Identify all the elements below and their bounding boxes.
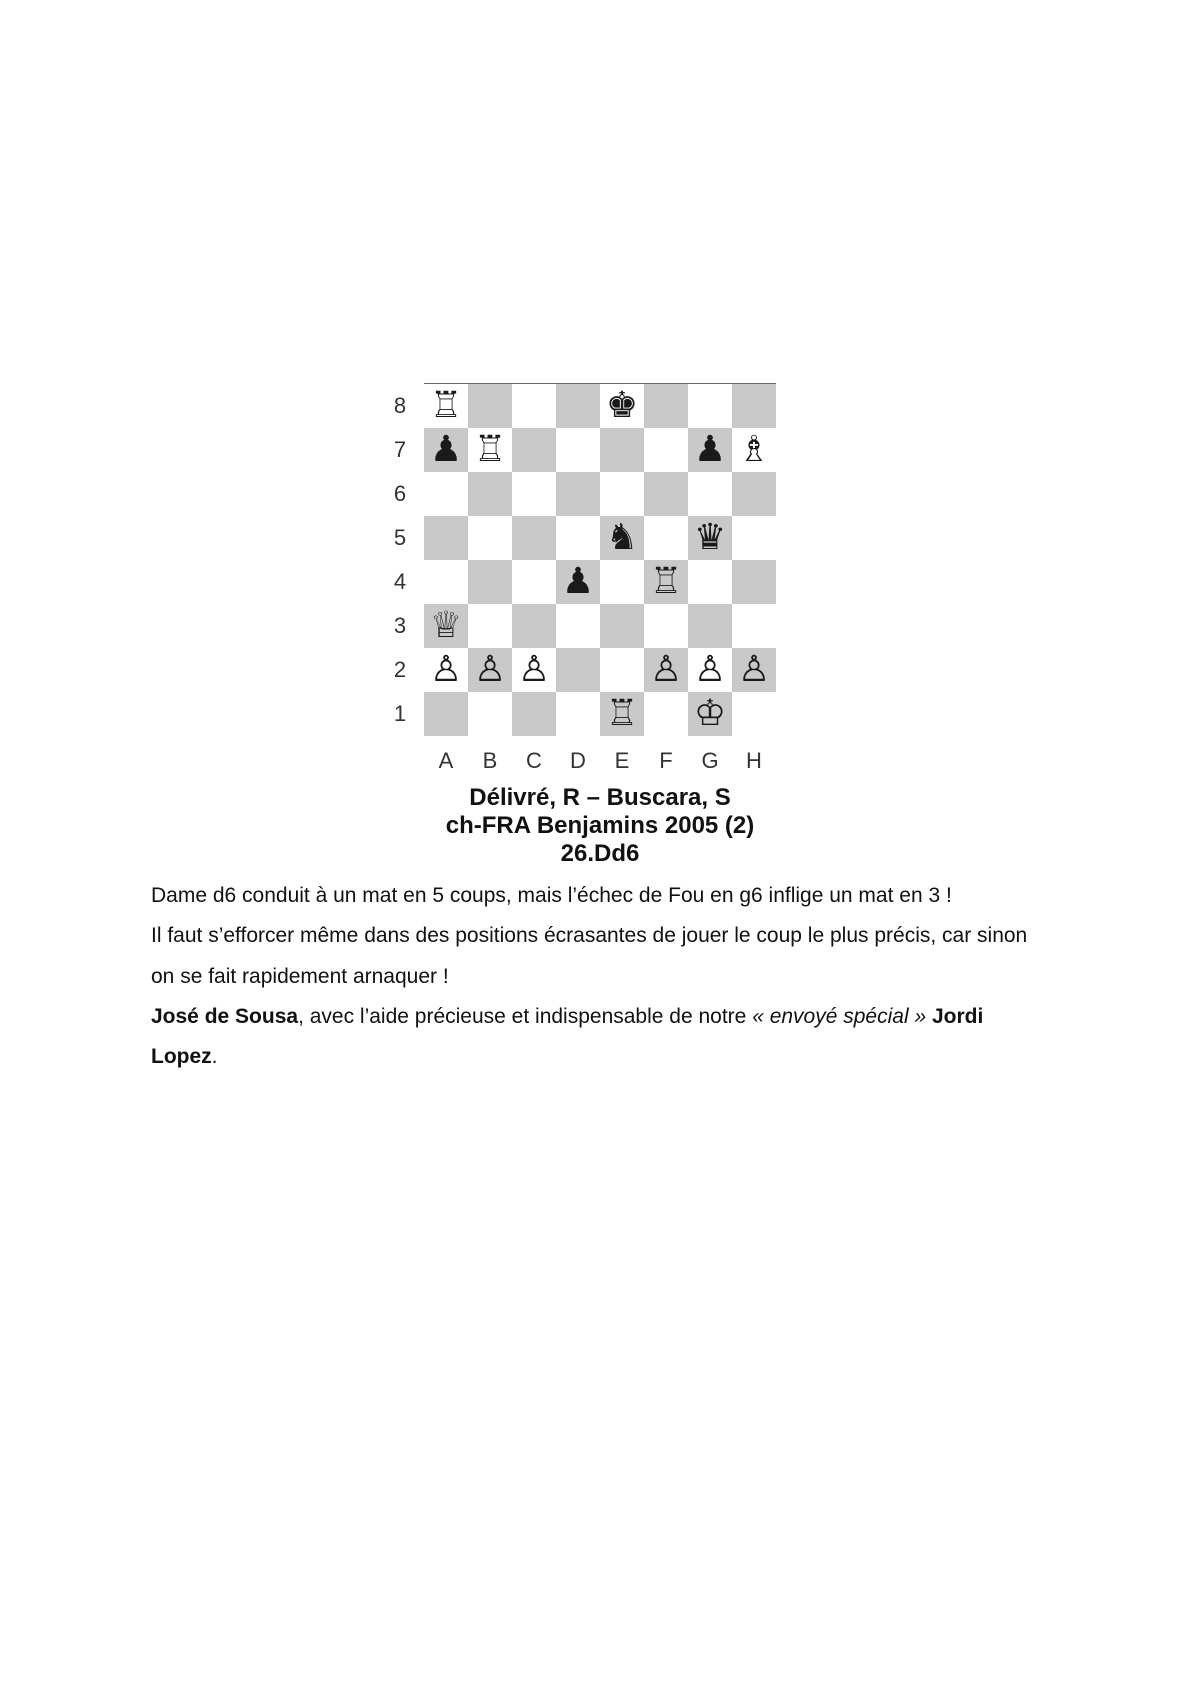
file-label: E <box>614 748 630 773</box>
square-c7 <box>512 428 556 472</box>
square-d4 <box>556 560 600 604</box>
credit-line-end <box>151 1037 1027 1077</box>
square-h1 <box>732 692 776 736</box>
square-h2 <box>732 648 776 692</box>
rank-label: 2 <box>393 657 407 682</box>
square-d1 <box>556 692 600 736</box>
file-labels <box>424 748 776 774</box>
square-d7 <box>556 428 600 472</box>
file-label: F <box>659 748 673 773</box>
white-bishop-icon: ♗ <box>737 429 771 470</box>
square-c5 <box>512 516 556 560</box>
rank-label: 3 <box>393 613 407 638</box>
file-label: C <box>526 748 542 773</box>
white-king-icon: ♔ <box>693 693 727 734</box>
black-pawn-icon: ♟ <box>429 429 463 470</box>
file-label: B <box>482 748 498 773</box>
square-h5 <box>732 516 776 560</box>
square-a6 <box>424 472 468 516</box>
square-h3 <box>732 604 776 648</box>
chess-board <box>424 384 776 736</box>
square-e7 <box>600 428 644 472</box>
rank-label: 1 <box>393 701 407 726</box>
square-b2 <box>468 648 512 692</box>
square-b7 <box>468 428 512 472</box>
square-e8 <box>600 384 644 428</box>
square-e5 <box>600 516 644 560</box>
rank-label: 5 <box>393 525 407 550</box>
rank-label: 6 <box>393 481 407 506</box>
square-c4 <box>512 560 556 604</box>
black-queen-icon: ♛ <box>693 517 727 558</box>
credit-period: . <box>211 1045 218 1068</box>
square-h8 <box>732 384 776 428</box>
black-pawn-icon: ♟ <box>693 429 727 470</box>
square-c2 <box>512 648 556 692</box>
rank-label: 7 <box>393 437 407 462</box>
square-b3 <box>468 604 512 648</box>
white-pawn-icon: ♙ <box>693 649 727 690</box>
square-g8 <box>688 384 732 428</box>
square-b6 <box>468 472 512 516</box>
square-g4 <box>688 560 732 604</box>
square-f4 <box>644 560 688 604</box>
game-move: 26.Dd6 <box>560 840 640 867</box>
square-a7 <box>424 428 468 472</box>
white-rook-icon: ♖ <box>473 429 507 470</box>
credit-line <box>151 997 1027 1037</box>
square-f5 <box>644 516 688 560</box>
square-d3 <box>556 604 600 648</box>
envoy-last-name: Lopez <box>151 1045 212 1068</box>
square-g3 <box>688 604 732 648</box>
credit-text: , avec l’aide précieuse et indispensable de notre <box>298 1004 753 1028</box>
square-d5 <box>556 516 600 560</box>
white-pawn-icon: ♙ <box>429 649 463 690</box>
white-rook-icon: ♖ <box>649 561 683 602</box>
file-label: D <box>570 748 586 773</box>
square-f3 <box>644 604 688 648</box>
square-e2 <box>600 648 644 692</box>
square-e3 <box>600 604 644 648</box>
paragraph-line: Il faut s’efforcer même dans des positions écrasantes de jouer le coup le plus précis, car sinon <box>151 924 1028 948</box>
square-d2 <box>556 648 600 692</box>
file-label: G <box>701 748 719 773</box>
square-f6 <box>644 472 688 516</box>
white-pawn-icon: ♙ <box>517 649 551 690</box>
square-h7 <box>732 428 776 472</box>
envoy-first-name: Jordi <box>931 1004 984 1028</box>
square-g1 <box>688 692 732 736</box>
file-label: H <box>746 748 762 773</box>
black-knight-icon: ♞ <box>605 517 639 558</box>
square-g7 <box>688 428 732 472</box>
square-e6 <box>600 472 644 516</box>
square-a1 <box>424 692 468 736</box>
square-h4 <box>732 560 776 604</box>
rank-labels <box>388 384 412 736</box>
square-a4 <box>424 560 468 604</box>
square-h6 <box>732 472 776 516</box>
square-f1 <box>644 692 688 736</box>
square-c6 <box>512 472 556 516</box>
game-players: Délivré, R – Buscara, S <box>469 784 731 811</box>
white-rook-icon: ♖ <box>605 693 639 734</box>
square-g6 <box>688 472 732 516</box>
square-a2 <box>424 648 468 692</box>
square-e4 <box>600 560 644 604</box>
square-d8 <box>556 384 600 428</box>
rank-label: 4 <box>393 569 407 594</box>
square-b8 <box>468 384 512 428</box>
square-c8 <box>512 384 556 428</box>
square-b5 <box>468 516 512 560</box>
square-g5 <box>688 516 732 560</box>
square-f7 <box>644 428 688 472</box>
square-d6 <box>556 472 600 516</box>
square-e1 <box>600 692 644 736</box>
paragraph-line: Dame d6 conduit à un mat en 5 coups, mais l’échec de Fou en g6 inflige un mat en 3 ! <box>151 884 952 907</box>
white-rook-icon: ♖ <box>429 385 463 426</box>
square-a8 <box>424 384 468 428</box>
game-event: ch-FRA Benjamins 2005 (2) <box>445 812 755 839</box>
white-pawn-icon: ♙ <box>649 649 683 690</box>
square-g2 <box>688 648 732 692</box>
paragraph-line: on se fait rapidement arnaquer ! <box>151 964 449 988</box>
black-pawn-icon: ♟ <box>561 561 595 602</box>
square-b4 <box>468 560 512 604</box>
square-a5 <box>424 516 468 560</box>
diagram-caption <box>400 784 800 868</box>
square-a3 <box>424 604 468 648</box>
envoy-label: « envoyé spécial » <box>752 1004 927 1028</box>
square-c1 <box>512 692 556 736</box>
square-f8 <box>644 384 688 428</box>
white-pawn-icon: ♙ <box>473 649 507 690</box>
square-f2 <box>644 648 688 692</box>
rank-label: 8 <box>393 393 407 418</box>
article-body <box>151 876 1027 1077</box>
file-label: A <box>438 748 454 773</box>
square-c3 <box>512 604 556 648</box>
author-name: José de Sousa <box>151 1004 299 1028</box>
black-king-icon: ♚ <box>605 385 639 426</box>
square-b1 <box>468 692 512 736</box>
white-pawn-icon: ♙ <box>737 649 771 690</box>
white-queen-icon: ♕ <box>429 605 463 646</box>
